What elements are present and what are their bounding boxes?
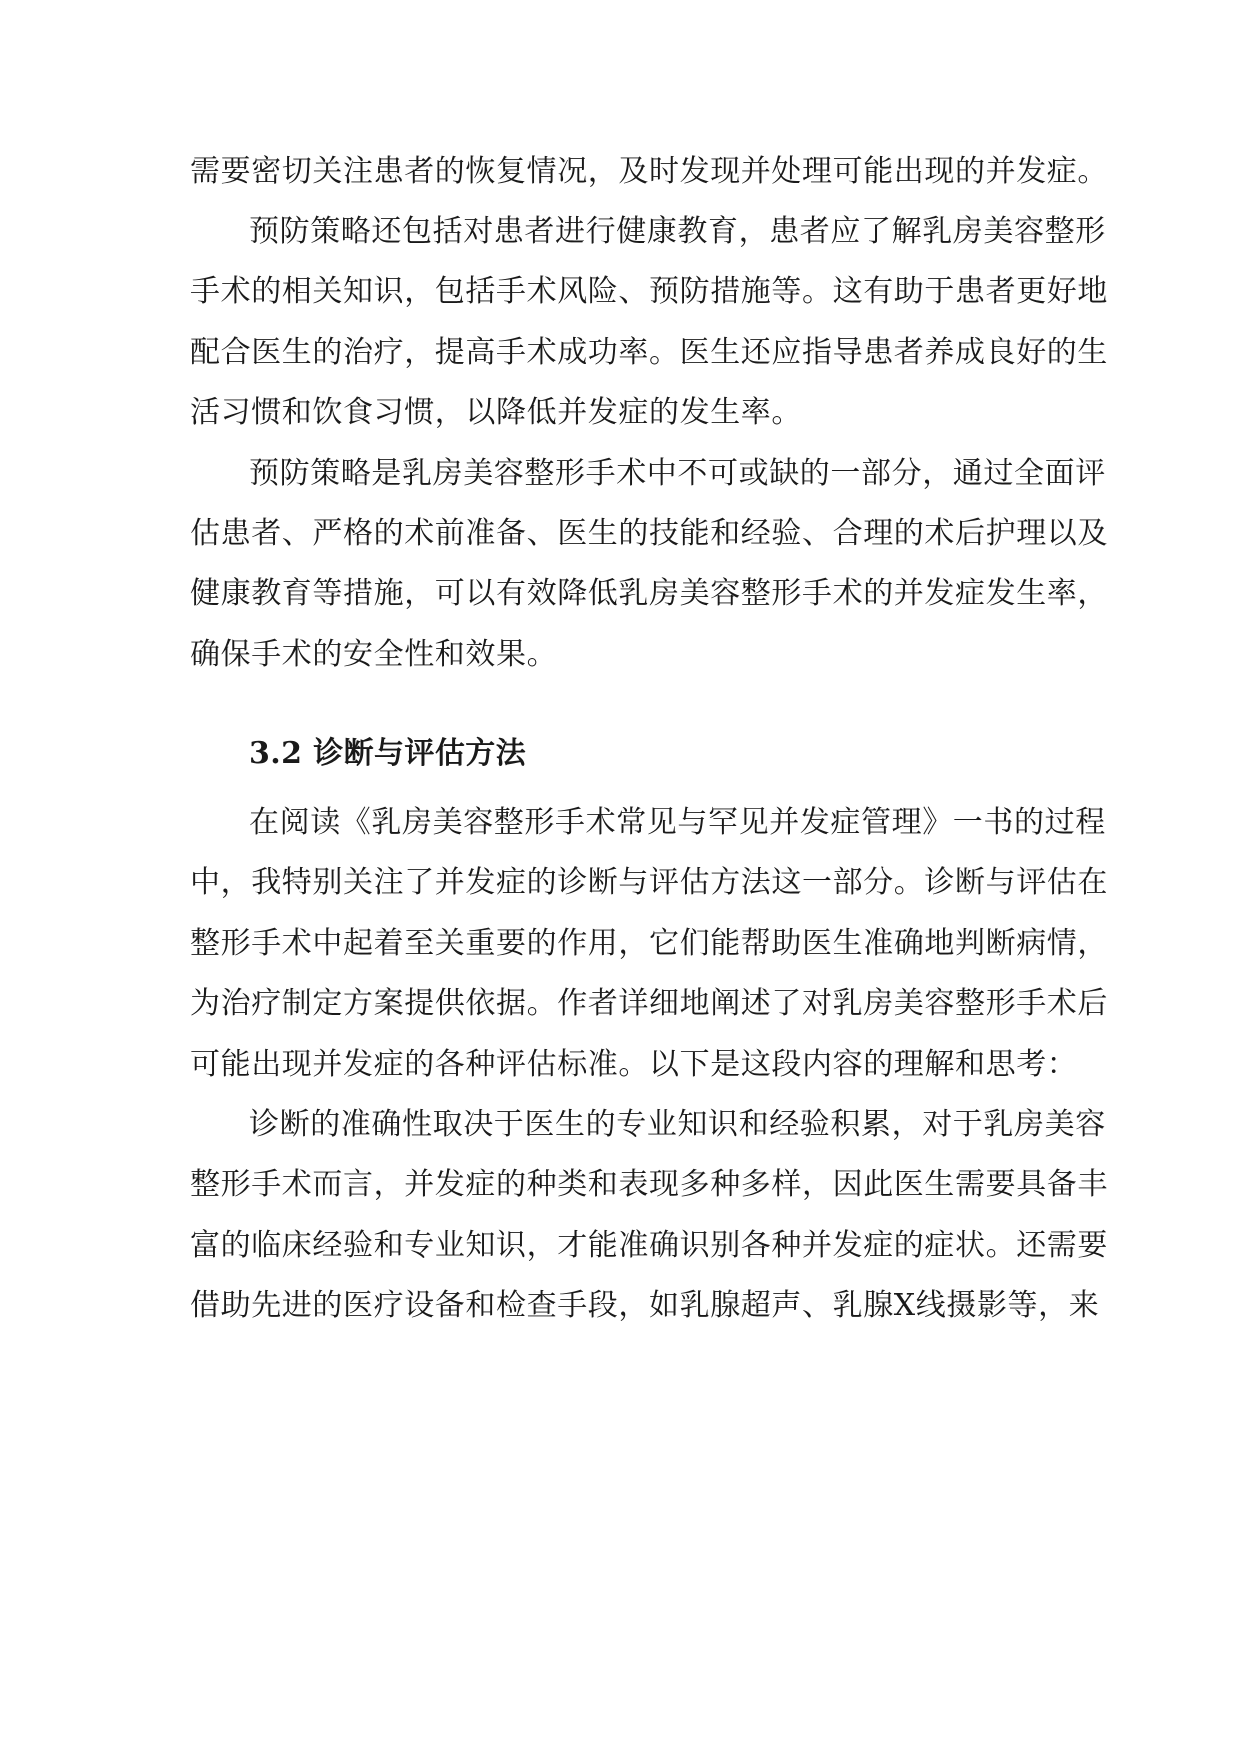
paragraph-line: 预防策略是乳房美容整形手术中不可或缺的一部分，通过全面评 — [249, 456, 1106, 491]
paragraph-line: 诊断的准确性取决于医生的专业知识和经验积累，对于乳房美容 — [249, 1107, 1106, 1142]
paragraph-line: 富的临床经验和专业知识，才能准确识别各种并发症的症状。还需要 — [190, 1228, 1108, 1263]
paragraph-line: 确保手术的安全性和效果。 — [190, 637, 558, 672]
paragraph-line: 健康教育等措施，可以有效降低乳房美容整形手术的并发症发生率， — [190, 576, 1108, 611]
paragraph-line: 可能出现并发症的各种评估标准。以下是这段内容的理解和思考： — [190, 1047, 1078, 1082]
paragraph-line: 估患者、严格的术前准备、医生的技能和经验、合理的术后护理以及 — [190, 516, 1108, 551]
paragraph-line: 为治疗制定方案提供依据。作者详细地阐述了对乳房美容整形手术后 — [190, 986, 1108, 1021]
paragraph-line: 整形手术而言，并发症的种类和表现多种多样，因此医生需要具备丰 — [190, 1167, 1108, 1202]
paragraph-line: 手术的相关知识，包括手术风险、预防措施等。这有助于患者更好地 — [190, 274, 1108, 309]
paragraph-line: 整形手术中起着至关重要的作用，它们能帮助医生准确地判断病情， — [190, 926, 1108, 961]
paragraph-line: 需要密切关注患者的恢复情况，及时发现并处理可能出现的并发症。 — [190, 154, 1108, 189]
paragraph-line: 活习惯和饮食习惯，以降低并发症的发生率。 — [190, 395, 802, 430]
paragraph-line: 在阅读《乳房美容整形手术常见与罕见并发症管理》一书的过程 — [249, 805, 1106, 840]
paragraph-line: 中，我特别关注了并发症的诊断与评估方法这一部分。诊断与评估在 — [190, 865, 1108, 900]
paragraph-line: 预防策略还包括对患者进行健康教育，患者应了解乳房美容整形 — [249, 214, 1106, 249]
paragraph-line: 借助先进的医疗设备和检查手段，如乳腺超声、乳腺X线摄影等，来 — [190, 1288, 1100, 1323]
section-heading: 3.2 诊断与评估方法 — [249, 736, 527, 771]
paragraph-line: 配合医生的治疗，提高手术成功率。医生还应指导患者养成良好的生 — [190, 335, 1108, 370]
